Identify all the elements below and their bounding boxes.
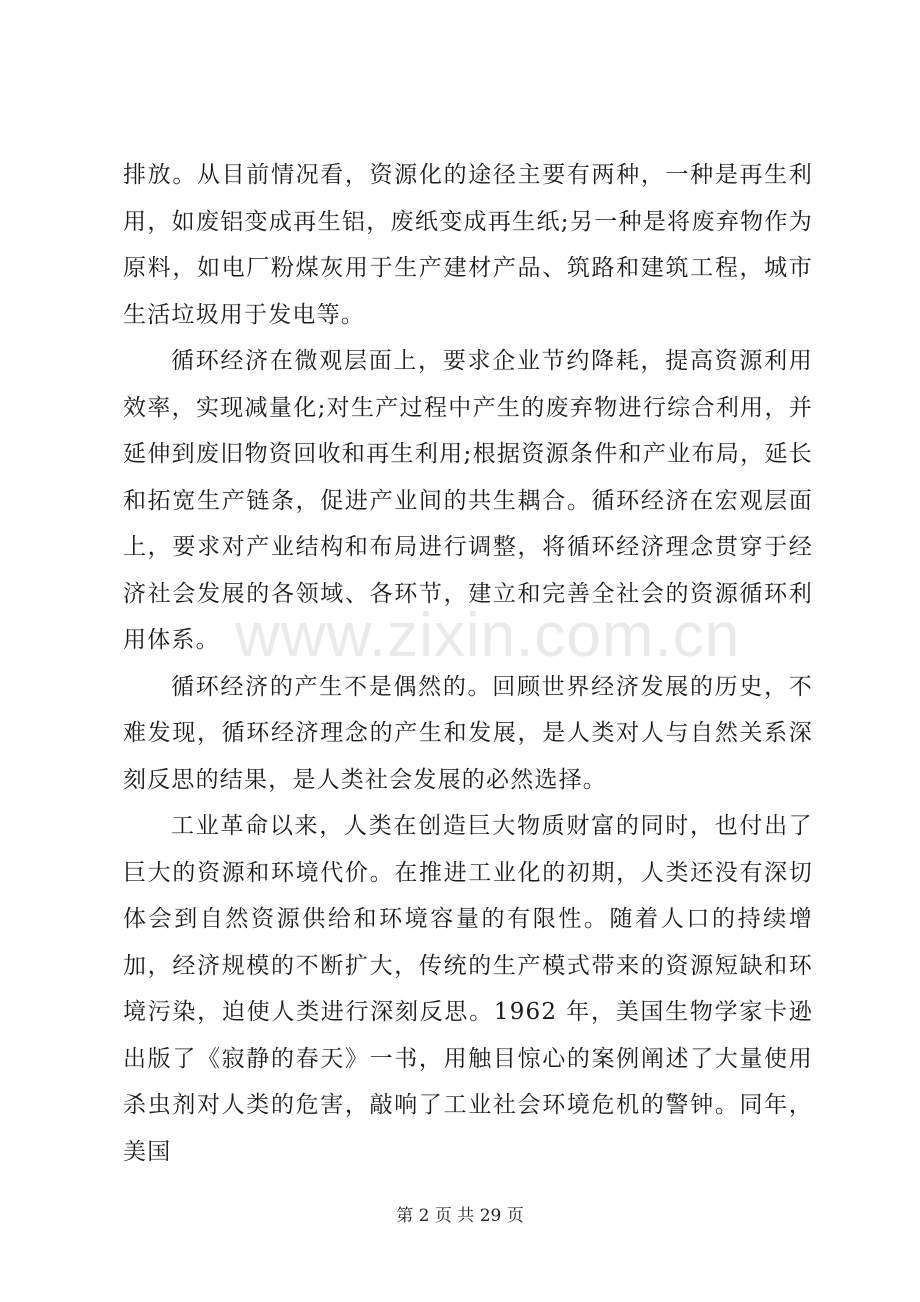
paragraph: 循环经济的产生不是偶然的。回顾世界经济发展的历史，不难发现，循环经济理念的产生和发展，是人类对人与自然关系深刻反思的结果，是人类社会发展的必然选择。 bbox=[123, 673, 813, 793]
paragraph: 排放。从目前情况看，资源化的途径主要有两种，一种是再生利用，如废铝变成再生铝，废纸变成再生纸;另一种是将废弃物作为原料，如电厂粉煤灰用于生产建材产品、筑路和建筑工程，城市生活垃圾用于发电等。 bbox=[123, 162, 813, 328]
body-text bbox=[123, 152, 813, 1175]
watermark: www.zixin.com.cn bbox=[235, 601, 741, 670]
paragraph: 工业革命以来，人类在创造巨大物质财富的同时，也付出了巨大的资源和环境代价。在推进工业化的初期，人类还没有深切体会到自然资源供给和环境容量的有限性。随着人口的持续增加，经济规模的不断扩大，传统的生产模式带来的资源短缺和环境污染，迫使人类进行深刻反思。1962 年，美国生物学家卡逊出版了《寂静的春天》一书，用触目惊心的案例阐述了大量使用杀虫剂对人类的危害，敲响了工业社会环境危机的警钟。同年，美国 bbox=[123, 813, 813, 1165]
paragraph: 循环经济在微观层面上，要求企业节约降耗，提高资源利用效率，实现减量化;对生产过程中产生的废弃物进行综合利用，并延伸到废旧物资回收和再生利用;根据资源条件和产业布局，延长和拓宽生产链条，促进产业间的共生耦合。循环经济在宏观层面上，要求对产业结构和布局进行调整，将循环经济理念贯穿于经济社会发展的各领域、各环节，建立和完善全社会的资源循环利用体系。 bbox=[123, 348, 813, 653]
page-footer: 第 2 页 共 29 页 bbox=[396, 1206, 524, 1226]
